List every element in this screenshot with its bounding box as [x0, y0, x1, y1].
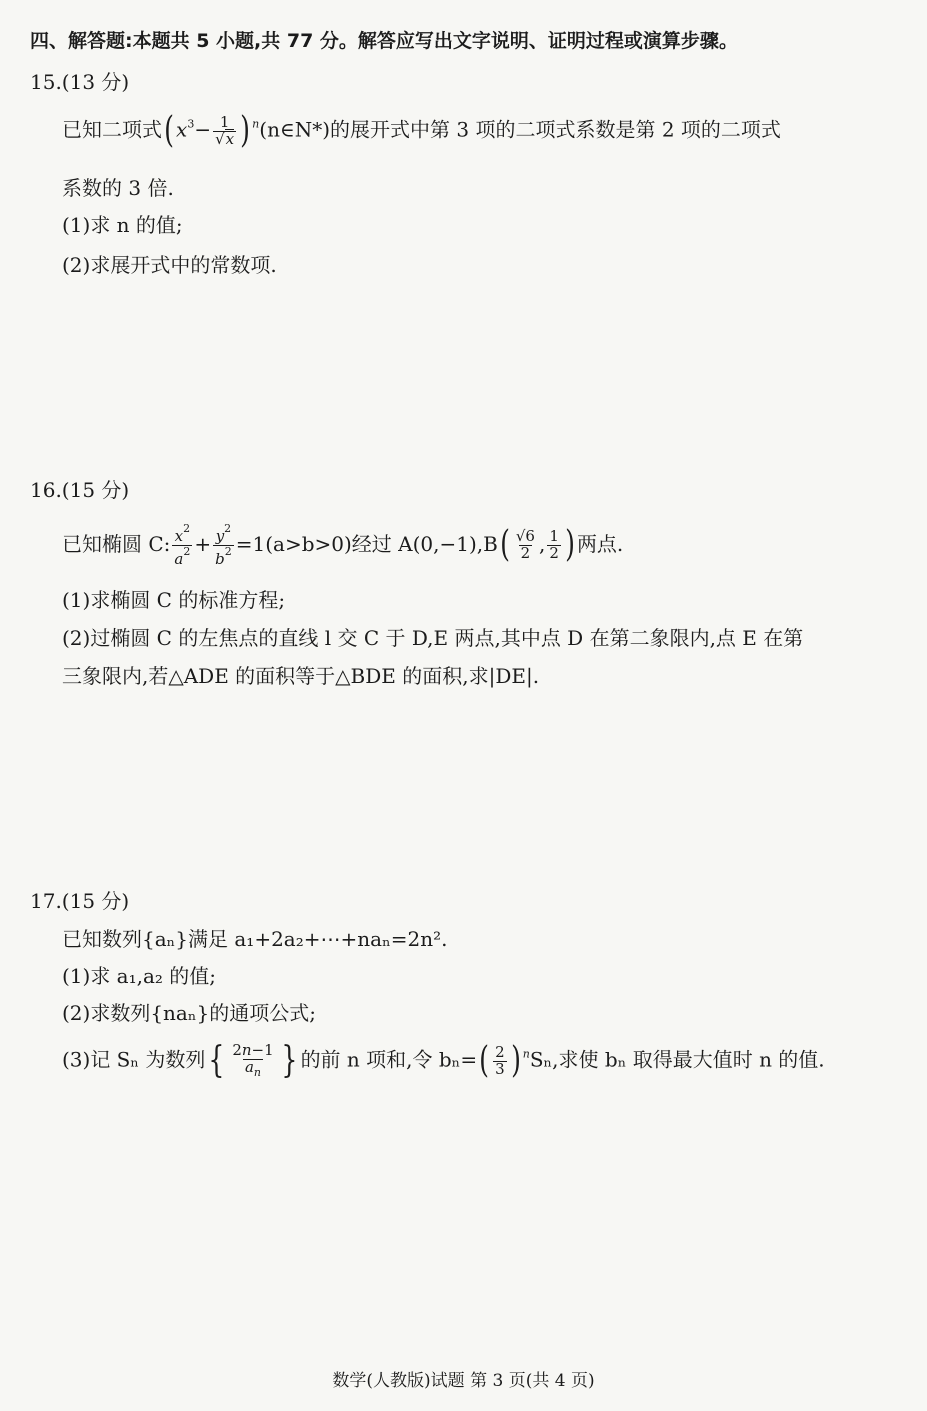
q15-stem-line1: 已知二项式( $x^3-$ $\frac{1}{√x}$ ) $^n$(n∈N*)的展开式中第 3 项的二项式系数是第 2 项的二项式 — [62, 110, 781, 151]
page-footer: 数学(人教版)试题 第 3 页(共 4 页) — [332, 1371, 595, 1391]
q16-stem: 已知椭圆 C: $\frac{x^2}{a^2}$ + $\frac{y^2}{b^2}$ =1(a>b>0)经过 A(0,−1),B( $\frac{√6}{2}$ , $\frac{1}{2}$ ) 两点. — [62, 522, 624, 568]
q15-stem-c: 系数的 3 倍. — [62, 176, 174, 200]
q15-part2: (2)求展开式中的常数项. — [62, 253, 277, 277]
q17-part3b: 的前 n 项和,令 bₙ= — [300, 1047, 478, 1072]
q16-header: 16.(15 分) — [30, 478, 130, 502]
section-heading: 四、解答题:本题共 5 小题,共 77 分。解答应写出文字说明、证明过程或演算步骤。 — [30, 30, 738, 52]
q17-part1: (1)求 a₁,a₂ 的值; — [62, 964, 217, 988]
q15-fraction: $\frac{1}{√x}$ — [215, 112, 235, 148]
q16-part2b: 三象限内,若△ADE 的面积等于△BDE 的面积,求|DE|. — [62, 664, 540, 688]
q15-stem-a: 已知二项式 — [62, 117, 162, 142]
q17-part3a: (3)记 Sₙ 为数列 — [62, 1047, 206, 1072]
q15-stem-b: (n∈N*)的展开式中第 3 项的二项式系数是第 2 项的二项式 — [259, 117, 781, 142]
q15-header: 15.(13 分) — [30, 70, 130, 94]
q16-part1: (1)求椭圆 C 的标准方程; — [62, 588, 286, 612]
q16-stem-c: 两点. — [576, 531, 624, 556]
q17-part2: (2)求数列{naₙ}的通项公式; — [62, 1001, 316, 1025]
q17-stem: 已知数列{aₙ}满足 a₁+2a₂+⋯+naₙ=2n². — [62, 927, 448, 951]
q17-header: 17.(15 分) — [30, 889, 130, 913]
q16-stem-a: 已知椭圆 C: — [62, 531, 171, 556]
q17-part3c: Sₙ,求使 bₙ 取得最大值时 n 的值. — [529, 1047, 825, 1072]
q17-part3: (3)记 Sₙ 为数列{ $\frac{2n-1}{a_n}$ } 的前 n 项和,令 bₙ=( $\frac{2}{3}$ ) $^n$Sₙ,求使 bₙ 取得最大值时 n 的值. — [62, 1040, 825, 1081]
q16-part2a: (2)过椭圆 C 的左焦点的直线 l 交 C 于 D,E 两点,其中点 D 在第二象限内,点 E 在第 — [62, 626, 804, 650]
q16-stem-b: =1(a>b>0)经过 A(0,−1),B — [235, 531, 498, 556]
q15-part1: (1)求 n 的值; — [62, 213, 183, 237]
